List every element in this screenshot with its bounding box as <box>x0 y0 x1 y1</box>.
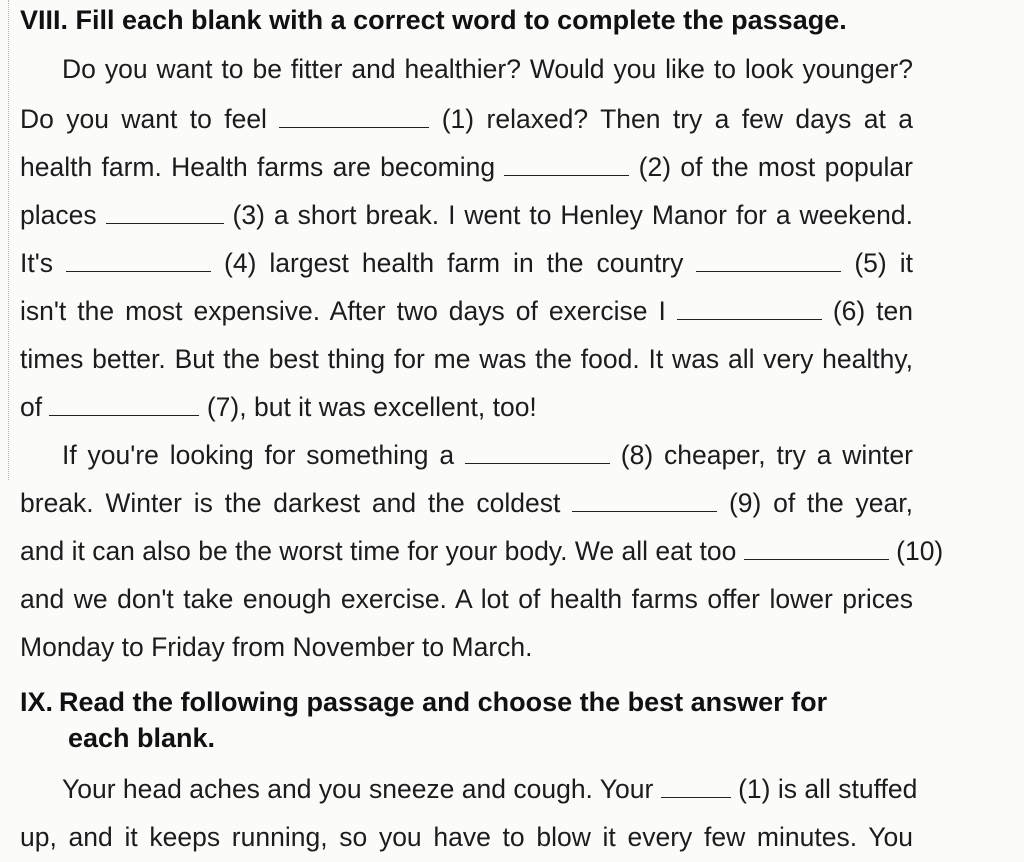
section-9-heading-line2: each blank. <box>68 723 216 753</box>
passage-line: health farm. Health farms are becoming (2) of the most popular <box>20 152 913 182</box>
passage-line: of (7), but it was excellent, too! <box>20 392 537 422</box>
ix-blank-1[interactable] <box>661 775 731 798</box>
blank-10[interactable] <box>744 537 889 560</box>
passage-line: times better. But the best thing for me was the food. It was all very healthy, <box>20 344 913 374</box>
passage-line: Do you want to be fitter and healthier? Would you like to look younger? <box>62 54 913 84</box>
passage-line: Do you want to feel (1) relaxed? Then try a few days at a <box>20 104 913 134</box>
section-9-number: IX. <box>20 687 54 717</box>
passage-line: It's (4) largest health farm in the country (5) it <box>20 248 913 278</box>
margin-rule <box>8 0 9 480</box>
blank-2[interactable] <box>504 153 629 176</box>
section-9-heading-line1: Read the following passage and choose the best answer for <box>59 687 828 717</box>
blank-4[interactable] <box>66 249 211 272</box>
blank-8[interactable] <box>465 441 610 464</box>
blank-5[interactable] <box>696 249 841 272</box>
blank-1[interactable] <box>279 105 429 128</box>
passage-line: If you're looking for something a (8) cheaper, try a winter <box>62 440 913 470</box>
blank-9[interactable] <box>572 489 717 512</box>
blank-7[interactable] <box>49 393 199 416</box>
blank-3[interactable] <box>106 201 224 224</box>
passage-line: up, and it keeps running, so you have to blow it every few minutes. You <box>20 822 913 852</box>
passage-line: places (3) a short break. I went to Henley Manor for a weekend. <box>20 200 913 230</box>
passage-line: and it can also be the worst time for your body. We all eat too (10) <box>20 536 944 566</box>
blank-6[interactable] <box>677 297 822 320</box>
passage-line: and we don't take enough exercise. A lot of health farms offer lower prices <box>20 584 913 614</box>
passage-line: break. Winter is the darkest and the coldest (9) of the year, <box>20 488 913 518</box>
passage-line: Monday to Friday from November to March. <box>20 632 533 662</box>
passage-line: Your head aches and you sneeze and cough. Your (1) is all stuffed <box>62 774 918 804</box>
section-8-heading: VIII. Fill each blank with a correct word to complete the passage. <box>20 5 847 35</box>
passage-line: isn't the most expensive. After two days of exercise I (6) ten <box>20 296 914 326</box>
section-9-heading <box>20 684 920 756</box>
